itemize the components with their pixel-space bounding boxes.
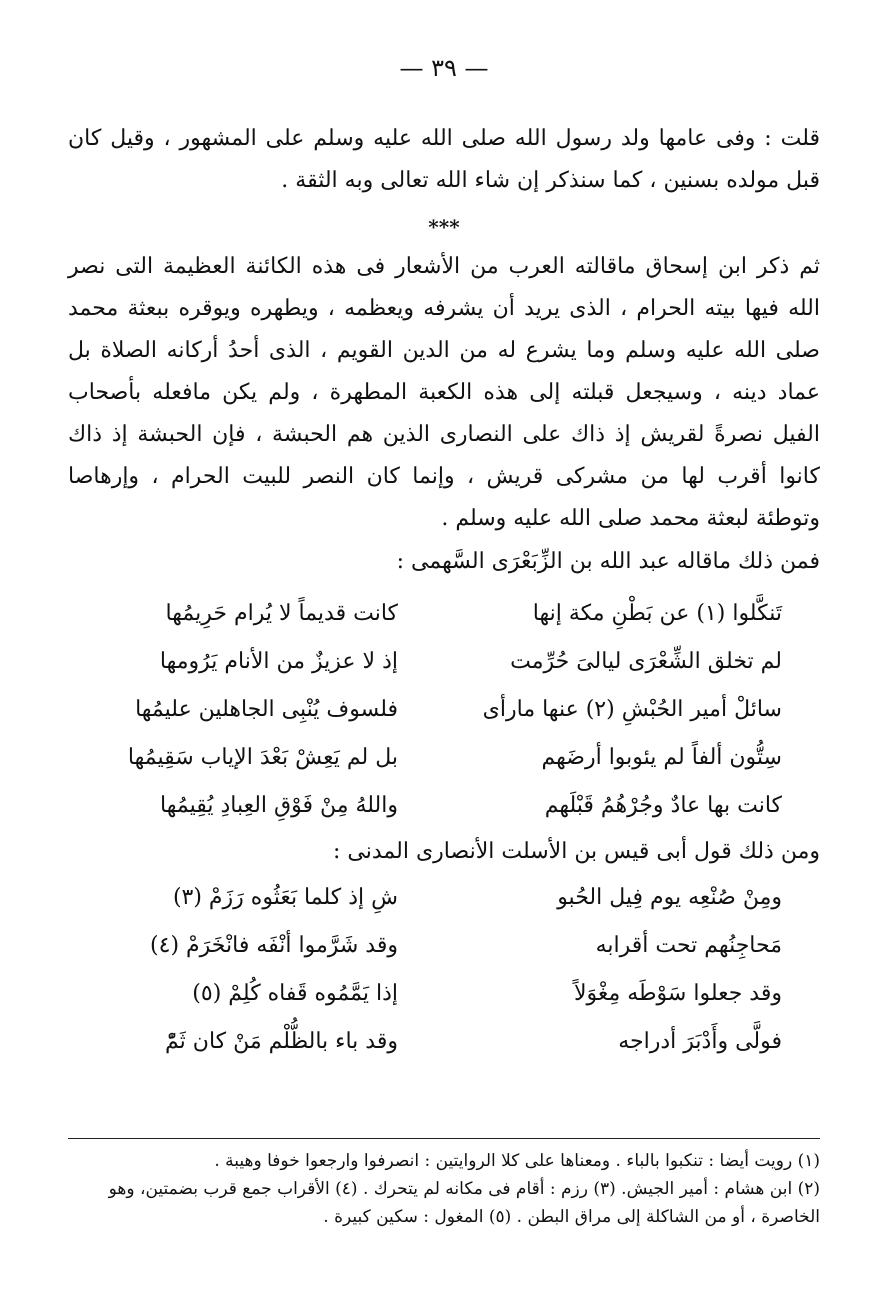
footnote: (١) رويت أيضا : تنكبوا بالباء . ومعناها على كلا الروايتين : انصرفوا وارجعوا خوفا وهيبة .: [214, 1151, 820, 1171]
verse-first-hemistich: سائلْ أمير الحُبْشِ (٢) عنها مارأى: [482, 697, 782, 722]
footnotes: [68, 1138, 820, 1231]
section-separator: ***: [428, 215, 460, 239]
verse-first-hemistich: فولَّى وأَدْبَرَ أدراجه: [618, 1029, 782, 1054]
verse-line: [68, 922, 794, 970]
verse-first-hemistich: مَحاجِنُهم تحت أقرابه: [595, 933, 782, 958]
verse-line: [68, 1018, 794, 1066]
verse-second-hemistich: واللهُ مِنْ فَوْقِ العِبادِ يُقِيمُها: [160, 793, 398, 818]
opening-paragraph: قلت : وفى عامها ولد رسول الله صلى الله عليه وسلم على المشهور ، وقيل كان قبل مولده بسنين ، كما سنذكر إن شاء الله تعالى وبه الثقة .: [68, 126, 820, 193]
verse-second-hemistich: وقد شَرَّموا أنْفَه فانْخَرَمْ (٤): [150, 933, 398, 958]
verse-line: [68, 970, 794, 1018]
verse-first-hemistich: كانت بها عادٌ وجُرْهُمُ قَبْلَهم: [544, 793, 782, 818]
verse-first-hemistich: تَنكَّلوا (١) عن بَطْنِ مكة إنها: [532, 601, 782, 626]
verse-line: [68, 874, 794, 922]
verse-line: [68, 686, 794, 734]
verse-first-hemistich: سِتُّون ألفاً لم يئوبوا أرضَهم: [541, 745, 782, 770]
verse-second-hemistich: كانت قديماً لا يُرام حَرِيمُها: [165, 601, 398, 626]
poem-1: [68, 590, 820, 830]
verse-line: [68, 782, 794, 830]
verse-second-hemistich: بل لم يَعِشْ بَعْدَ الإياب سَقِيمُها: [127, 745, 398, 770]
verse-first-hemistich: ومِنْ صُنْعِه يوم فِيل الحُبو: [557, 885, 782, 910]
verse-first-hemistich: لم تخلق الشِّعْرَى ليالىَ حُرِّمت: [510, 649, 782, 674]
verse-second-hemistich: إذ لا عزيزٌ من الأنام يَرُومها: [159, 649, 398, 674]
footnote: (٢) ابن هشام : أمير الجيش. (٣) رزم : أقام فى مكانه لم يتحرك . (٤) الأقراب جمع قرب بضمتين، وهو الخاصرة ، أو من الشاكلة إلى مراق البطن . (٥) المغول : سكين كبيرة .: [108, 1179, 820, 1227]
page-number: — ٣٩ —: [399, 54, 489, 82]
verse-second-hemistich: إذا يَمَّمُوه قَفاه كُلِمْ (٥): [192, 981, 398, 1006]
verse-second-hemistich: شِ إذ كلما بَعَثُوه رَزَمْ (٣): [172, 885, 398, 910]
poem-2: [68, 874, 820, 1066]
main-paragraph: ثم ذكر ابن إسحاق ماقالته العرب من الأشعار فى هذه الكائنة العظيمة التى نصر الله فيها بيته الحرام ، الذى يريد أن يشرفه ويعظمه ، ويطهره ويوقره ببعثة محمد صلى الله عليه وسلم وما يشرع له من الدين القويم ، الذى أحدُ أركانه الصلاة بل عماد دينه ، وسيجعل قبلته إلى هذه الكعبة المطهرة ، ولم يكن مافعله بأصحاب الفيل نصرةً لقريش إذ ذاك على النصارى الذين هم الحبشة ، فإن الحبشة إذ ذاك كانوا أقرب لها من مشركى قريش ، وإنما كان النصر للبيت الحرام ، وإرهاصا وتوطئة لبعثة محمد صلى الله عليه وسلم .: [68, 254, 820, 531]
document-page: [68, 48, 820, 1278]
verse-line: [68, 734, 794, 782]
verse-second-hemistich: فلسوف يُنْبِى الجاهلين عليمُها: [135, 697, 398, 722]
verse-line: [68, 638, 794, 686]
poem-2-intro: ومن ذلك قول أبى قيس بن الأسلت الأنصارى المدنى :: [333, 839, 820, 864]
verse-second-hemistich: وقد باء بالظُّلْم مَنْ كان ثَمّْ: [165, 1029, 398, 1054]
verse-first-hemistich: وقد جعلوا سَوْطَه مِغْوَلاً: [573, 981, 782, 1006]
verse-line: [68, 590, 794, 638]
poem-1-intro: فمن ذلك ماقاله عبد الله بن الزِّبَعْرَى السَّهمى :: [396, 549, 820, 574]
